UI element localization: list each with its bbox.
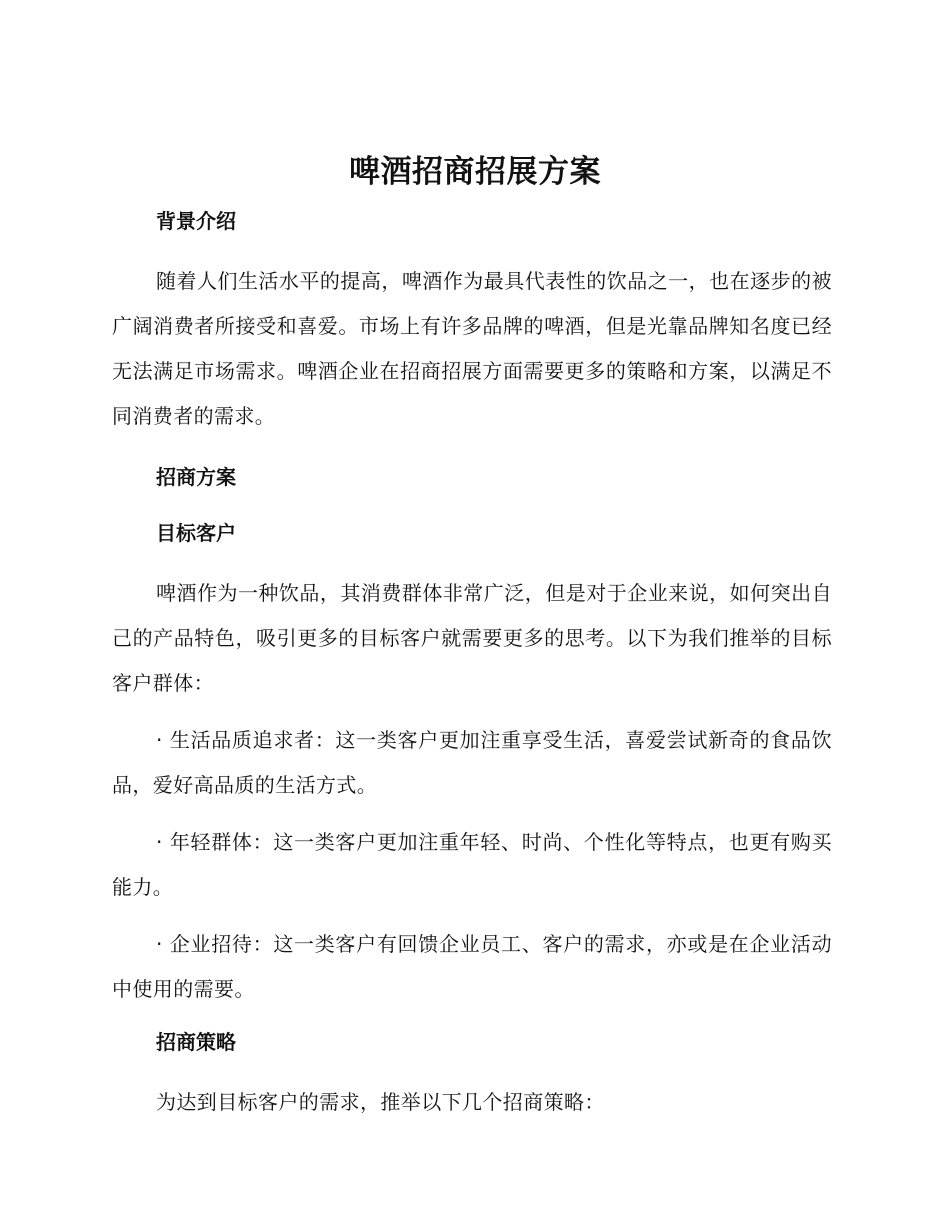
list-item-quality-seekers: · 生活品质追求者：这一类客户更加注重享受生活，喜爱尝试新奇的食品饮品，爱好高品质的生活方式。 bbox=[112, 728, 832, 797]
paragraph-background: 随着人们生活水平的提高，啤酒作为最具代表性的饮品之一，也在逐步的被广阔消费者所接受和喜爱。市场上有许多品牌的啤酒，但是光靠品牌知名度已经无法满足市场需求。啤酒企业在招商招展方面需要更多的策略和方案，以满足不同消费者的需求。 bbox=[112, 269, 832, 428]
document-body bbox=[112, 203, 832, 1125]
list-item-corporate-hospitality: · 企业招待：这一类客户有回馈企业员工、客户的需求，亦或是在企业活动中使用的需要。 bbox=[112, 932, 832, 1001]
section-heading-investment-strategy: 招商策略 bbox=[156, 1030, 236, 1054]
section-heading-background: 背景介绍 bbox=[156, 209, 236, 233]
document-title: 啤酒招商招展方案 bbox=[349, 154, 601, 190]
section-heading-investment-plan: 招商方案 bbox=[156, 465, 236, 489]
paragraph-strategy-intro: 为达到目标客户的需求，推举以下几个招商策略： bbox=[156, 1090, 605, 1114]
paragraph-target-customers: 啤酒作为一种饮品，其消费群体非常广泛，但是对于企业来说，如何突出自己的产品特色，吸引更多的目标客户就需要更多的思考。以下为我们推举的目标客户群体： bbox=[112, 581, 832, 695]
list-item-young-group: · 年轻群体：这一类客户更加注重年轻、时尚、个性化等特点，也更有购买能力。 bbox=[112, 830, 832, 899]
section-heading-target-customers: 目标客户 bbox=[156, 521, 236, 545]
